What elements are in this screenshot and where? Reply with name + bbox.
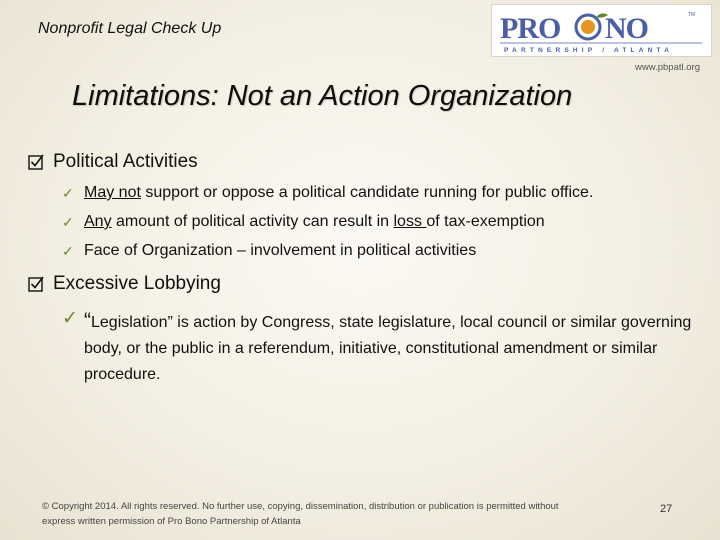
list-item [62,308,702,388]
checked-box-icon [28,276,44,292]
slide-title: Limitations: Not an Action Organization [72,80,573,112]
item-text: “Legislation” is action by Congress, state legislature, local council or similar governing body, or the public in a referendum, initiative, constitutional amendment or similar procedure. [84,309,692,383]
check-mark-icon: ✓ [62,214,74,230]
checked-box-icon [28,154,44,170]
header-title: Nonprofit Legal Check Up [38,20,222,37]
section-political-activities [28,151,198,173]
list-item [62,184,593,202]
item-text: Face of Organization – involvement in political activities [84,242,477,259]
logo-text-left: PRO [500,12,561,45]
logo-orange-icon [581,20,595,34]
section-heading: Excessive Lobbying [53,273,221,294]
section-excessive-lobbying [28,273,221,295]
website-url: www.pbpatl.org [635,62,700,73]
item-text: May not support or oppose a political candidate running for public office. [84,184,594,201]
logo-tm: TM [688,12,696,18]
pro-bono-logo [491,4,712,57]
item-text: Any amount of political activity can result in loss of tax-exemption [84,213,545,230]
check-mark-icon: ✓ [62,308,78,329]
page-number: 27 [660,503,673,515]
check-mark-icon: ✓ [62,185,74,201]
logo-tagline: PARTNERSHIP / ATLANTA [504,47,674,54]
list-item [62,213,545,231]
list-item [62,242,476,260]
section-heading: Political Activities [53,151,198,172]
logo-text-right: NO [605,12,648,45]
check-mark-icon: ✓ [62,243,74,259]
copyright-notice: © Copyright 2014. All rights reserved. No further use, copying, dissemination, distribution or publication is permitted without express written permission of Pro Bono Partnership of Atlanta [42,501,559,527]
